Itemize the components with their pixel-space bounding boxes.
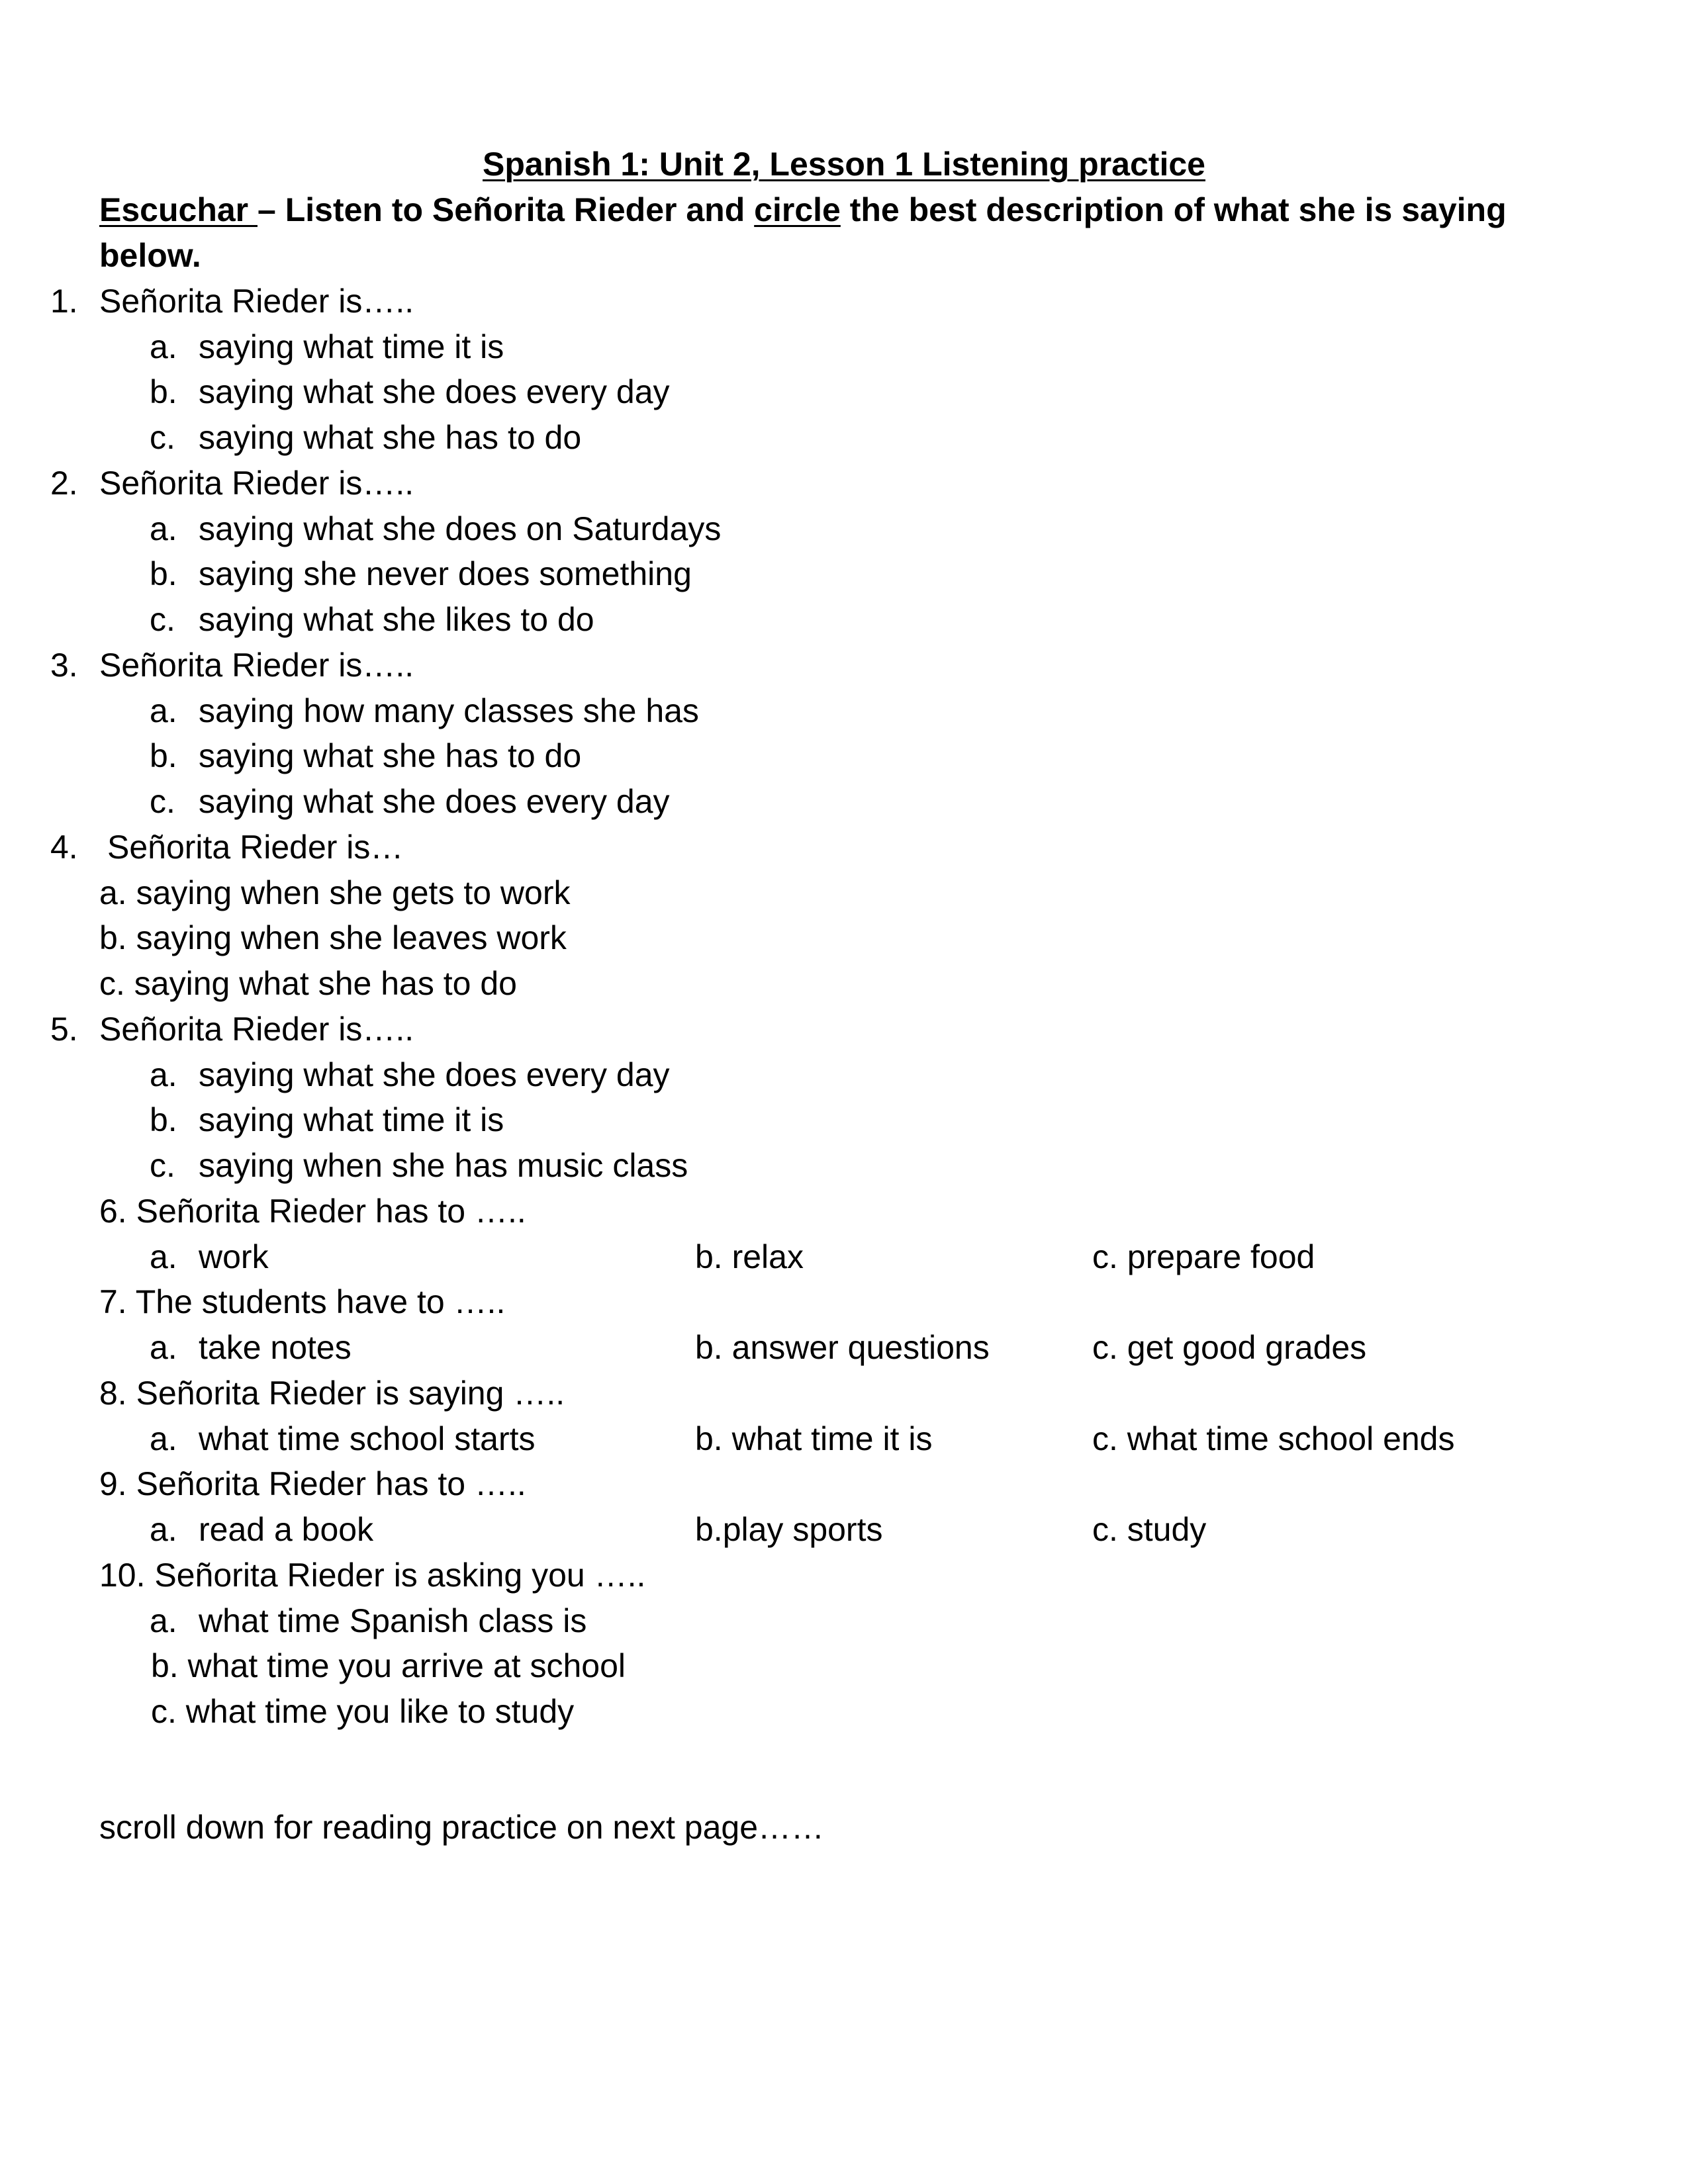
- question-2-stem: Señorita Rieder is…..: [99, 465, 414, 502]
- instructions-text-1: – Listen to Señorita Rieder and: [258, 191, 755, 228]
- instructions-text-2: the best description of what she is saying: [840, 191, 1507, 228]
- question-1-option-c-letter: c.: [150, 419, 175, 456]
- question-7-option-a: take notes: [199, 1329, 352, 1366]
- question-4-number: 4.: [50, 829, 78, 866]
- question-5-number: 5.: [50, 1011, 78, 1048]
- question-1-stem: Señorita Rieder is…..: [99, 283, 414, 320]
- question-1-option-a: saying what time it is: [199, 328, 504, 365]
- question-4-stem: Señorita Rieder is…: [107, 829, 404, 866]
- question-2-option-b-letter: b.: [150, 555, 177, 592]
- question-4-option-b: b. saying when she leaves work: [99, 919, 567, 956]
- question-5-option-b-letter: b.: [150, 1101, 177, 1138]
- question-5-option-a-letter: a.: [150, 1056, 177, 1093]
- instructions-escuchar: Escuchar: [99, 191, 258, 228]
- question-2-option-b: saying she never does something: [199, 555, 692, 592]
- question-10-stem: 10. Señorita Rieder is asking you …..: [99, 1557, 646, 1594]
- question-1-option-c: saying what she has to do: [199, 419, 582, 456]
- question-7-stem: 7. The students have to …..: [99, 1283, 506, 1320]
- question-6-option-a: work: [199, 1238, 269, 1275]
- instructions-line-1: [99, 193, 1507, 226]
- question-5-option-a: saying what she does every day: [199, 1056, 670, 1093]
- question-1-option-b: saying what she does every day: [199, 373, 670, 410]
- question-4-option-a: a. saying when she gets to work: [99, 874, 571, 911]
- footer-note: scroll down for reading practice on next page……: [99, 1809, 825, 1846]
- question-8-stem: 8. Señorita Rieder is saying …..: [99, 1375, 565, 1412]
- page-title: Spanish 1: Unit 2, Lesson 1 Listening practice: [483, 146, 1205, 183]
- question-3-option-b-letter: b.: [150, 737, 177, 774]
- question-6-option-a-letter: a.: [150, 1238, 177, 1275]
- question-6-stem: 6. Señorita Rieder has to …..: [99, 1193, 526, 1230]
- question-3-stem: Señorita Rieder is…..: [99, 647, 414, 684]
- question-3-number: 3.: [50, 647, 78, 684]
- question-3-option-a: saying how many classes she has: [199, 692, 699, 729]
- question-10-option-a-letter: a.: [150, 1602, 177, 1639]
- question-9-option-c: c. study: [1092, 1511, 1207, 1548]
- question-3-option-c-letter: c.: [150, 783, 175, 820]
- question-1-number: 1.: [50, 283, 78, 320]
- question-2-option-a: saying what she does on Saturdays: [199, 510, 722, 547]
- question-9-option-a-letter: a.: [150, 1511, 177, 1548]
- instructions-circle: circle: [754, 191, 841, 228]
- question-3-option-c: saying what she does every day: [199, 783, 670, 820]
- question-9-option-b: b.play sports: [695, 1511, 883, 1548]
- question-3-option-a-letter: a.: [150, 692, 177, 729]
- question-1-option-b-letter: b.: [150, 373, 177, 410]
- question-2-number: 2.: [50, 465, 78, 502]
- question-2-option-c: saying what she likes to do: [199, 601, 594, 638]
- question-9-stem: 9. Señorita Rieder has to …..: [99, 1465, 526, 1502]
- question-4-option-c: c. saying what she has to do: [99, 965, 517, 1002]
- question-7-option-b: b. answer questions: [695, 1329, 990, 1366]
- question-5-option-b: saying what time it is: [199, 1101, 504, 1138]
- question-10-option-b: b. what time you arrive at school: [151, 1647, 626, 1684]
- question-7-option-c: c. get good grades: [1092, 1329, 1367, 1366]
- question-10-option-c: c. what time you like to study: [151, 1693, 575, 1730]
- question-6-option-b: b. relax: [695, 1238, 804, 1275]
- question-3-option-b: saying what she has to do: [199, 737, 582, 774]
- question-2-option-c-letter: c.: [150, 601, 175, 638]
- question-9-option-a: read a book: [199, 1511, 374, 1548]
- question-5-option-c-letter: c.: [150, 1147, 175, 1184]
- instructions-line-2: below.: [99, 237, 201, 274]
- question-5-option-c: saying when she has music class: [199, 1147, 688, 1184]
- question-2-option-a-letter: a.: [150, 510, 177, 547]
- question-5-stem: Señorita Rieder is…..: [99, 1011, 414, 1048]
- question-7-option-a-letter: a.: [150, 1329, 177, 1366]
- question-1-option-a-letter: a.: [150, 328, 177, 365]
- question-8-option-b: b. what time it is: [695, 1420, 933, 1457]
- question-8-option-c: c. what time school ends: [1092, 1420, 1455, 1457]
- question-10-option-a: what time Spanish class is: [199, 1602, 587, 1639]
- question-8-option-a-letter: a.: [150, 1420, 177, 1457]
- question-8-option-a: what time school starts: [199, 1420, 536, 1457]
- question-6-option-c: c. prepare food: [1092, 1238, 1315, 1275]
